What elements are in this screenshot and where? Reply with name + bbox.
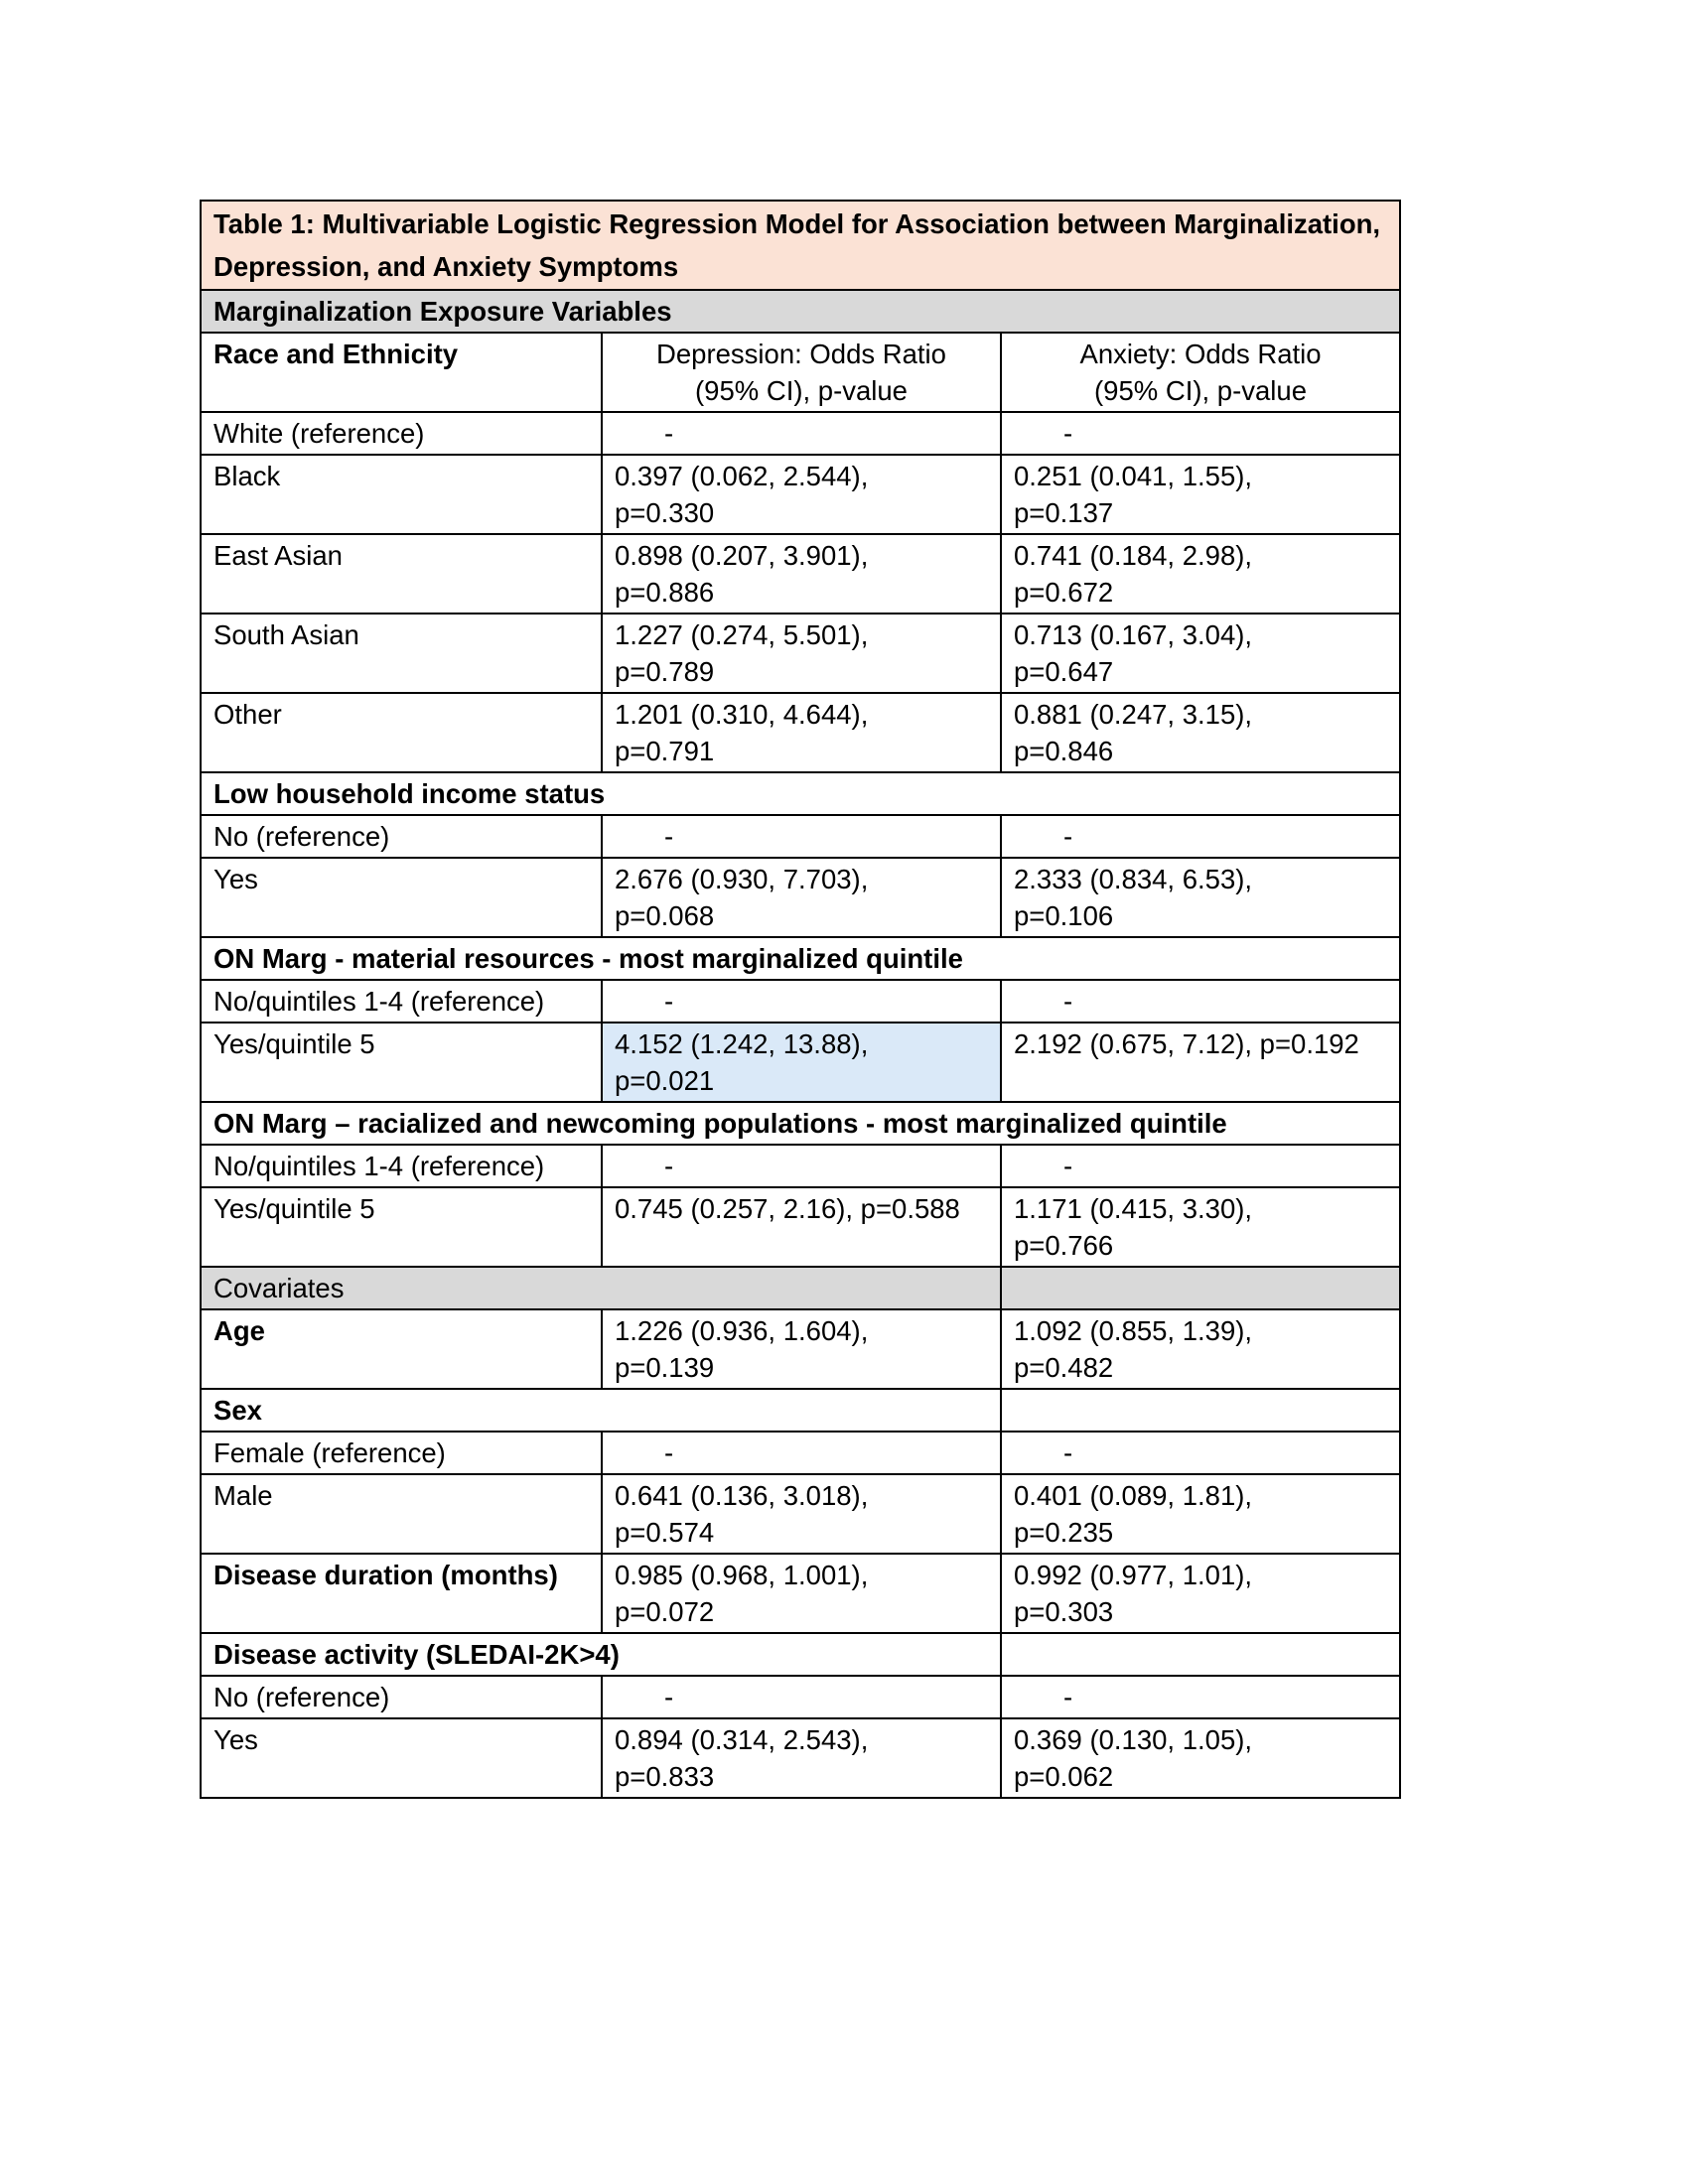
odds-ratio: 0.898 (0.207, 3.901), <box>615 540 869 571</box>
p-value: p=0.235 <box>1014 1517 1114 1548</box>
odds-ratio: 1.226 (0.936, 1.604), <box>615 1315 869 1346</box>
group-header-row <box>201 772 1400 815</box>
odds-ratio: 2.192 (0.675, 7.12), p=0.192 <box>1014 1028 1359 1059</box>
racialized-group-label: ON Marg – racialized and newcoming populations - most marginalized quintile <box>201 1102 1400 1145</box>
table-row <box>201 455 1400 534</box>
depression-cell <box>602 412 1001 455</box>
depression-cell <box>602 980 1001 1023</box>
p-value: p=0.833 <box>615 1761 715 1792</box>
row-label: Age <box>201 1309 602 1389</box>
table-row <box>201 412 1400 455</box>
p-value: p=0.672 <box>1014 577 1114 608</box>
anxiety-cell <box>1001 1474 1400 1554</box>
covariates-section-header: Covariates <box>201 1267 1001 1309</box>
p-value: p=0.072 <box>615 1596 715 1627</box>
depression-cell <box>602 1474 1001 1554</box>
depression-cell <box>602 815 1001 858</box>
depression-cell-highlighted <box>602 1023 1001 1102</box>
activity-group-label: Disease activity (SLEDAI-2K>4) <box>201 1633 1001 1676</box>
p-value: p=0.846 <box>1014 736 1114 766</box>
anxiety-cell <box>1001 980 1400 1023</box>
row-label: White (reference) <box>201 412 602 455</box>
row-label: Male <box>201 1474 602 1554</box>
odds-ratio: 0.881 (0.247, 3.15), <box>1014 699 1253 730</box>
dash: - <box>664 1151 674 1181</box>
anxiety-cell <box>1001 815 1400 858</box>
odds-ratio: 2.676 (0.930, 7.703), <box>615 864 869 894</box>
anxiety-cell <box>1001 412 1400 455</box>
odds-ratio: 0.369 (0.130, 1.05), <box>1014 1724 1253 1755</box>
race-ethnicity-label: Race and Ethnicity <box>201 333 602 412</box>
table-row <box>201 980 1400 1023</box>
table-row <box>201 614 1400 693</box>
row-label: East Asian <box>201 534 602 614</box>
blank-cell <box>1001 1633 1400 1676</box>
table-row <box>201 693 1400 772</box>
table-row <box>201 1309 1400 1389</box>
depression-cell <box>602 1187 1001 1267</box>
row-label: South Asian <box>201 614 602 693</box>
odds-ratio: 0.741 (0.184, 2.98), <box>1014 540 1253 571</box>
anxiety-cell <box>1001 1718 1400 1798</box>
row-label: Other <box>201 693 602 772</box>
anxiety-cell <box>1001 1432 1400 1474</box>
odds-ratio: 0.894 (0.314, 2.543), <box>615 1724 869 1755</box>
title-row <box>201 201 1400 290</box>
anxiety-column-header <box>1001 333 1400 412</box>
depression-cell <box>602 693 1001 772</box>
odds-ratio: 0.397 (0.062, 2.544), <box>615 461 869 491</box>
material-group-label: ON Marg - material resources - most marginalized quintile <box>201 937 1400 980</box>
row-label: Black <box>201 455 602 534</box>
anxiety-cell <box>1001 858 1400 937</box>
dash: - <box>664 418 674 449</box>
odds-ratio: 0.401 (0.089, 1.81), <box>1014 1480 1253 1511</box>
table-row <box>201 1023 1400 1102</box>
depression-cell <box>602 1145 1001 1187</box>
p-value: p=0.574 <box>615 1517 715 1548</box>
depression-column-header <box>602 333 1001 412</box>
odds-ratio: 0.641 (0.136, 3.018), <box>615 1480 869 1511</box>
odds-ratio: 2.333 (0.834, 6.53), <box>1014 864 1253 894</box>
dash: - <box>664 986 674 1017</box>
table-row <box>201 858 1400 937</box>
anxiety-cell <box>1001 614 1400 693</box>
column-header-row <box>201 333 1400 412</box>
depression-cell <box>602 858 1001 937</box>
odds-ratio: 1.171 (0.415, 3.30), <box>1014 1193 1253 1224</box>
anxiety-header-line-2: (95% CI), p-value <box>1094 375 1307 406</box>
odds-ratio: 0.992 (0.977, 1.01), <box>1014 1560 1253 1590</box>
row-label: No (reference) <box>201 1676 602 1718</box>
odds-ratio: 1.092 (0.855, 1.39), <box>1014 1315 1253 1346</box>
group-header-row <box>201 937 1400 980</box>
dash: - <box>664 821 674 852</box>
anxiety-cell <box>1001 455 1400 534</box>
exposure-section-header: Marginalization Exposure Variables <box>201 290 1400 333</box>
p-value: p=0.068 <box>615 900 715 931</box>
p-value: p=0.789 <box>615 656 715 687</box>
table-row <box>201 815 1400 858</box>
table-row <box>201 1432 1400 1474</box>
p-value: p=0.886 <box>615 577 715 608</box>
row-label: Disease duration (months) <box>201 1554 602 1633</box>
group-header-row <box>201 1102 1400 1145</box>
p-value: p=0.766 <box>1014 1230 1114 1261</box>
anxiety-cell <box>1001 1187 1400 1267</box>
sex-group-label: Sex <box>201 1389 1001 1432</box>
anxiety-cell <box>1001 1023 1400 1102</box>
table-row <box>201 534 1400 614</box>
depression-cell <box>602 1309 1001 1389</box>
depression-cell <box>602 1718 1001 1798</box>
odds-ratio: 1.201 (0.310, 4.644), <box>615 699 869 730</box>
p-value: p=0.021 <box>615 1065 715 1096</box>
p-value: p=0.303 <box>1014 1596 1114 1627</box>
income-group-label: Low household income status <box>201 772 1400 815</box>
anxiety-cell <box>1001 1676 1400 1718</box>
dash: - <box>1063 821 1073 852</box>
p-value: p=0.139 <box>615 1352 715 1383</box>
group-header-row <box>201 1633 1400 1676</box>
dash: - <box>1063 418 1073 449</box>
row-label: No/quintiles 1-4 (reference) <box>201 980 602 1023</box>
row-label: No (reference) <box>201 815 602 858</box>
row-label: Yes <box>201 858 602 937</box>
row-label: Female (reference) <box>201 1432 602 1474</box>
dash: - <box>1063 986 1073 1017</box>
p-value: p=0.062 <box>1014 1761 1114 1792</box>
depression-cell <box>602 534 1001 614</box>
table-row <box>201 1554 1400 1633</box>
table-row <box>201 1474 1400 1554</box>
anxiety-cell <box>1001 534 1400 614</box>
depression-cell <box>602 1554 1001 1633</box>
depression-cell <box>602 1432 1001 1474</box>
table-row <box>201 1718 1400 1798</box>
section-row <box>201 290 1400 333</box>
row-label: No/quintiles 1-4 (reference) <box>201 1145 602 1187</box>
anxiety-header-line-1: Anxiety: Odds Ratio <box>1079 339 1322 369</box>
p-value: p=0.647 <box>1014 656 1114 687</box>
p-value: p=0.482 <box>1014 1352 1114 1383</box>
regression-table <box>200 200 1401 1799</box>
table-row <box>201 1676 1400 1718</box>
odds-ratio: 0.713 (0.167, 3.04), <box>1014 619 1253 650</box>
anxiety-cell <box>1001 693 1400 772</box>
odds-ratio: 1.227 (0.274, 5.501), <box>615 619 869 650</box>
depression-header-line-2: (95% CI), p-value <box>695 375 908 406</box>
depression-header-line-1: Depression: Odds Ratio <box>656 339 946 369</box>
row-label: Yes/quintile 5 <box>201 1187 602 1267</box>
odds-ratio: 0.251 (0.041, 1.55), <box>1014 461 1253 491</box>
depression-cell <box>602 614 1001 693</box>
dash: - <box>1063 1151 1073 1181</box>
dash: - <box>1063 1437 1073 1468</box>
p-value: p=0.330 <box>615 497 715 528</box>
anxiety-cell <box>1001 1309 1400 1389</box>
row-label: Yes <box>201 1718 602 1798</box>
p-value: p=0.106 <box>1014 900 1114 931</box>
covariates-blank-cell <box>1001 1267 1400 1309</box>
anxiety-cell <box>1001 1145 1400 1187</box>
table-row <box>201 1187 1400 1267</box>
p-value: p=0.791 <box>615 736 715 766</box>
section-row <box>201 1267 1400 1309</box>
odds-ratio: 0.745 (0.257, 2.16), p=0.588 <box>615 1193 960 1224</box>
table-row <box>201 1145 1400 1187</box>
depression-cell <box>602 455 1001 534</box>
row-label: Yes/quintile 5 <box>201 1023 602 1102</box>
group-header-row <box>201 1389 1400 1432</box>
depression-cell <box>602 1676 1001 1718</box>
dash: - <box>1063 1682 1073 1712</box>
table-title: Table 1: Multivariable Logistic Regression Model for Association between Marginalization, Depression, and Anxiety Symptoms <box>201 201 1400 290</box>
dash: - <box>664 1682 674 1712</box>
odds-ratio: 0.985 (0.968, 1.001), <box>615 1560 869 1590</box>
blank-cell <box>1001 1389 1400 1432</box>
anxiety-cell <box>1001 1554 1400 1633</box>
odds-ratio: 4.152 (1.242, 13.88), <box>615 1028 869 1059</box>
p-value: p=0.137 <box>1014 497 1114 528</box>
dash: - <box>664 1437 674 1468</box>
